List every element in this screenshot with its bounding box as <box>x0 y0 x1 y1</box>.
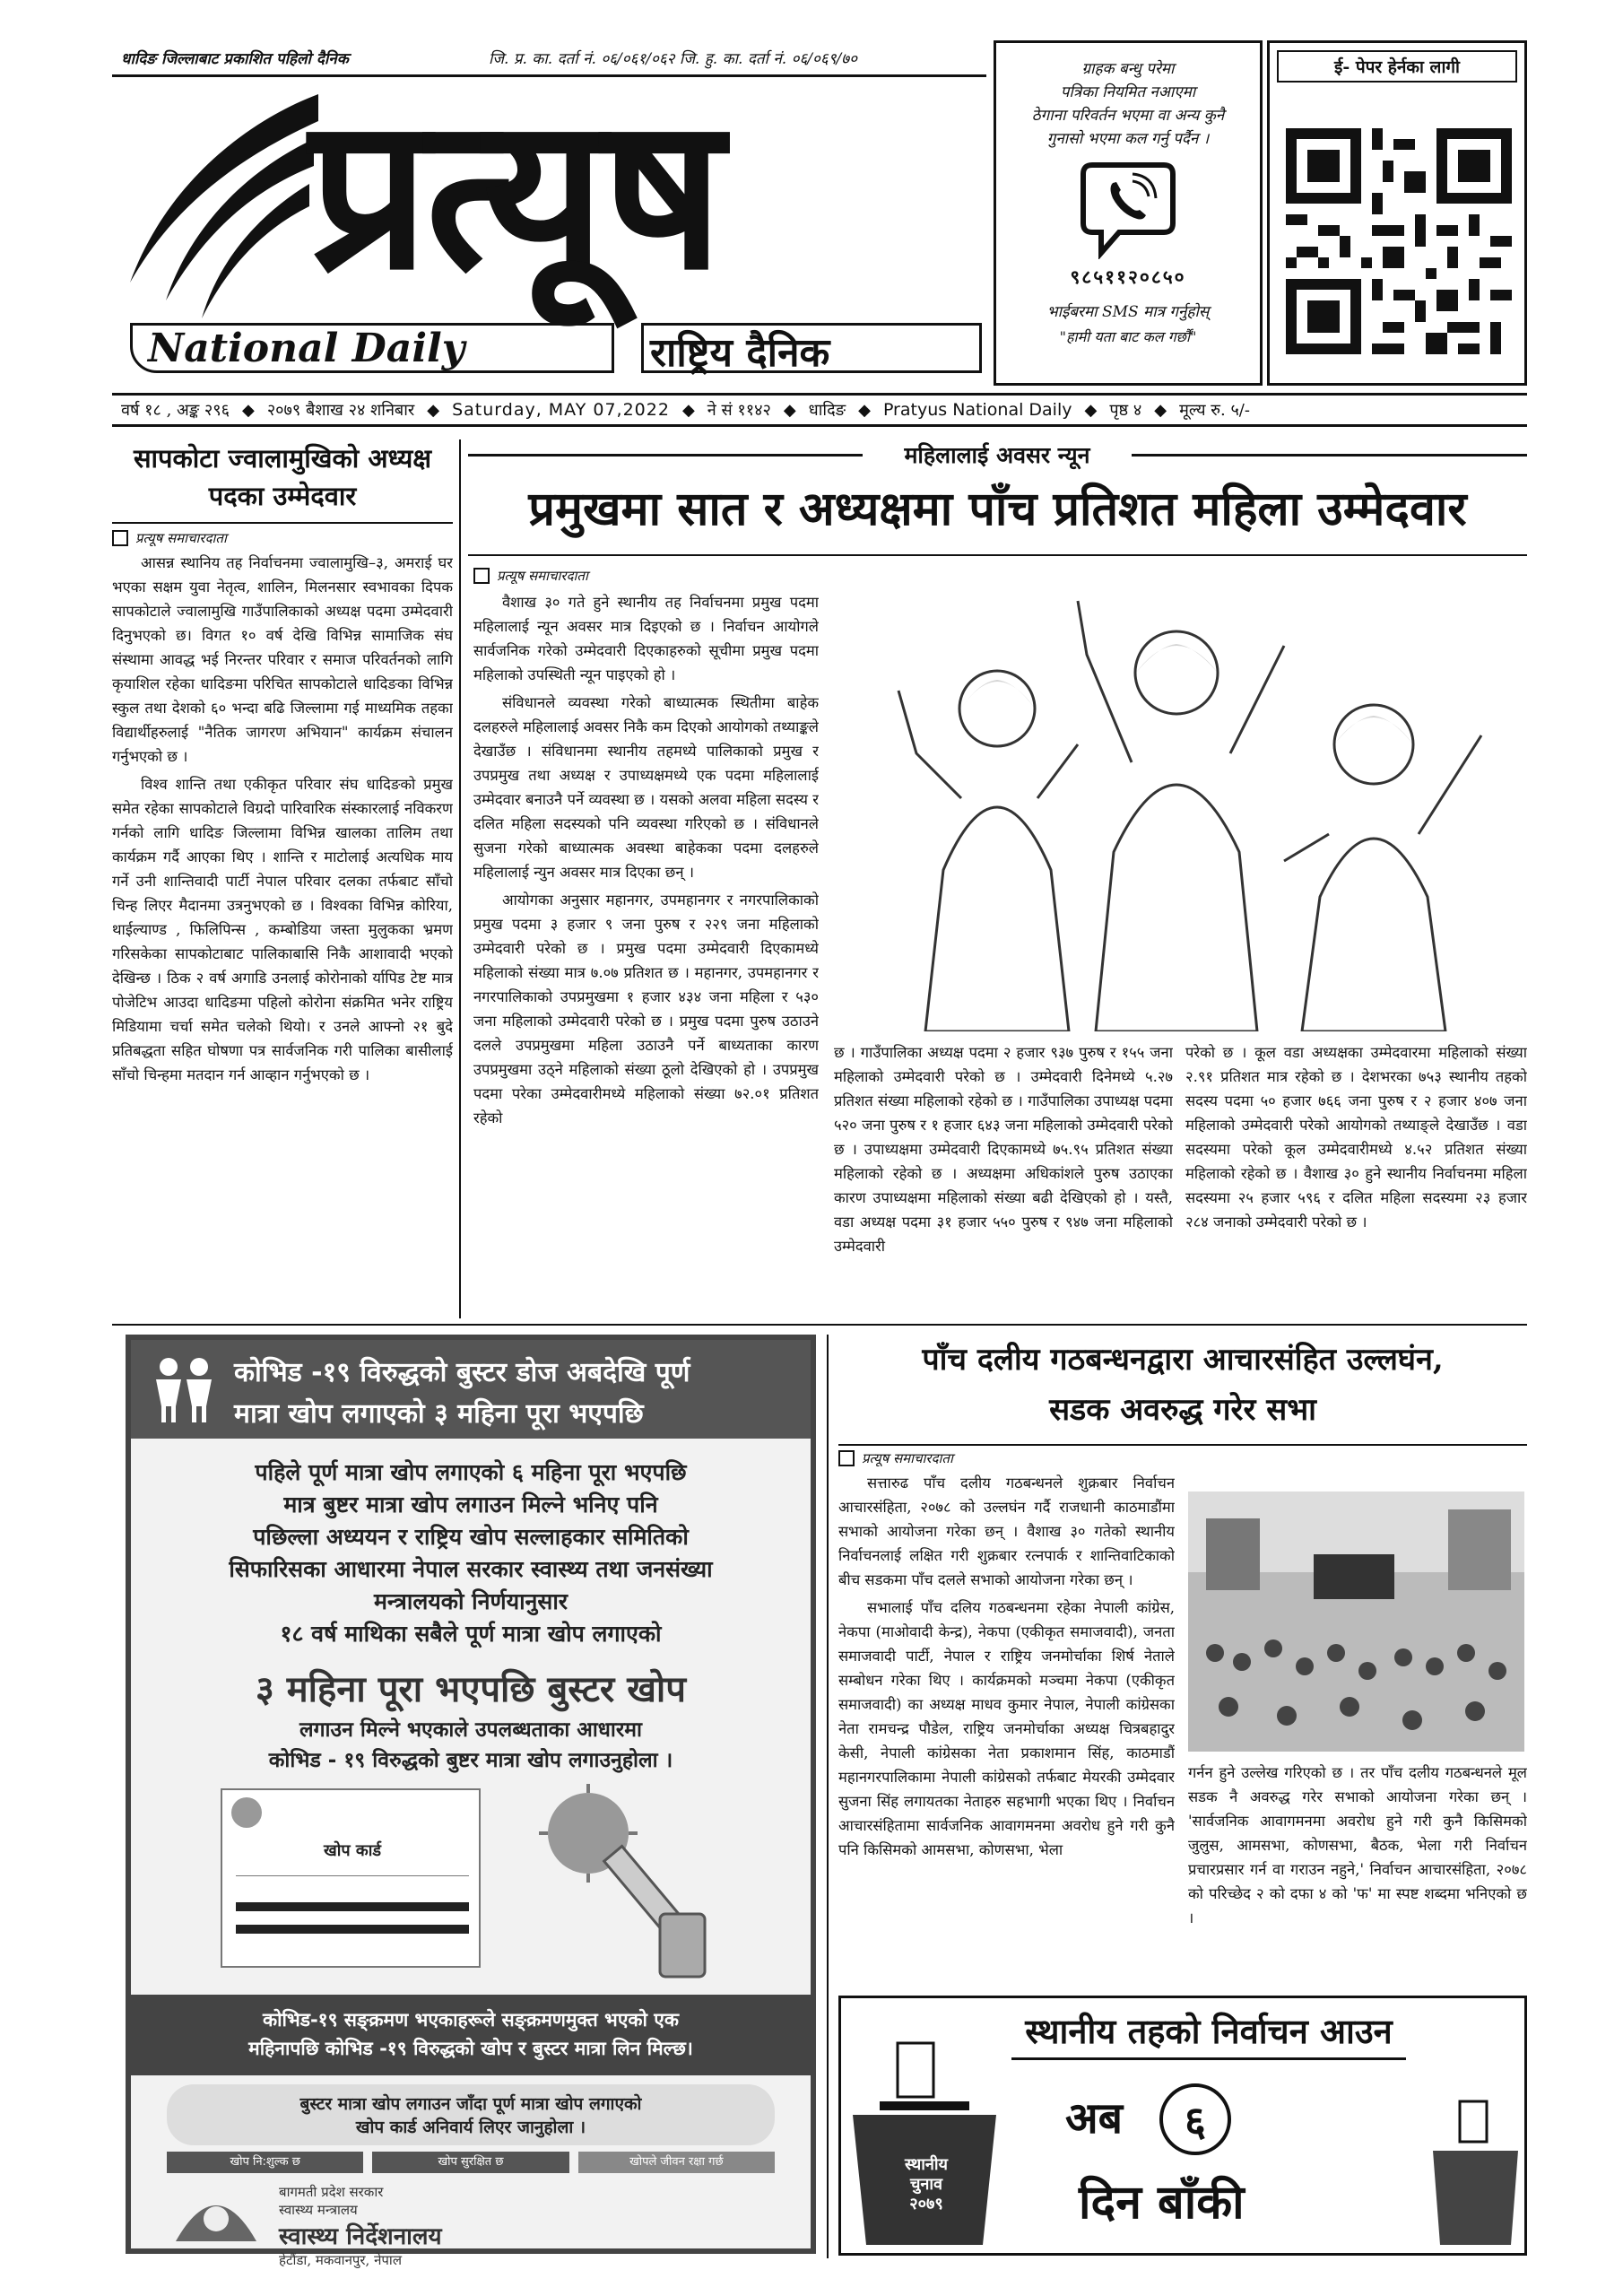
ad-header-line1: कोभिड -१९ विरुद्धको बुस्टर डोज अबदेखि पूर्ण <box>234 1357 690 1388</box>
qr-code-icon[interactable] <box>1286 128 1512 354</box>
notice-line: पत्रिका नियमित नआएमा <box>1060 83 1196 101</box>
main-story-col3: परेको छ । कूल वडा अध्यक्षका उम्मेदवारमा महिलाको संख्या २.९१ प्रतिशत मात्र रहेको छ । देशभरका ७५३ स्थानीय तहको सदस्य पदमा ५० हजार ७६६ जना पुरुष र २ हजार ४०७ जना महिलाको उम्मेदवारी परेको आयोगको तथ्याङ्ले देखाउँछ । वडा सदस्यमा परेको कूल उम्मेदवारीमध्ये ४.५२ प्रतिशत संख्या महिलाको रहेको छ । वैशाख ३० हुने स्थानीय निर्वाचनमा महिला सदस्यमा २५ हजार ५९६ र दलित महिला सदस्यमा २३ हजार २८४ जनाको उम्मेदवारी परेको छ । <box>1185 1044 1527 1231</box>
vaccine-card <box>221 1788 481 1968</box>
ballot-box-icon <box>848 2034 1001 2249</box>
ballot-box-small-icon <box>1428 2097 1523 2249</box>
epaper-box <box>1267 40 1527 386</box>
ad-tag: खोपले जीवन रक्षा गर्छ <box>578 2152 775 2173</box>
ad-org: बागमती प्रदेश सरकार स्वास्थ्य मन्त्रालय स्वास्थ्य निर्देशनालय हेटौंडा, मकवानपुर, नेपाल <box>279 2184 442 2268</box>
column-divider <box>459 439 461 1318</box>
dateline-district: धादिङ <box>808 401 846 420</box>
dateline-ne-sa: ने सं ११४२ <box>707 401 771 420</box>
rally-photo <box>1188 1492 1524 1752</box>
ballot-box-label: स्थानीय चुनाव २०७९ <box>905 2155 948 2213</box>
dateline-page: पृष्ठ ४ <box>1109 401 1142 420</box>
ad-header <box>131 1340 811 1439</box>
left-story-byline: प्रत्यूष समाचारदाता <box>112 529 453 547</box>
left-story-headline: सापकोटा ज्वालामुखिको अध्यक्ष पदका उम्मेदवार <box>133 443 432 511</box>
quill-logo-icon <box>112 85 327 336</box>
viber-quote: "हामी यता बाट कल गर्छौं" <box>1059 328 1197 345</box>
ad-footer-band: कोभिड-१९ सङ्क्रमण भएकाहरूले सङ्क्रमणमुक्त भएको एक महिनापछि कोभिड -१९ विरुद्धको खोप र बुस्टर मात्रा लिन मिल्छ। <box>131 1995 811 2075</box>
main-story-kicker: महिलालाई अवसर न्यून <box>904 442 1090 468</box>
countdown-days: ६ <box>1159 2083 1231 2155</box>
bottom-story <box>838 1335 1527 1980</box>
ad-header-line2: मात्रा खोप लगाएको ३ महिना पूरा भएपछि <box>234 1398 644 1430</box>
main-story-col2: छ । गाउँपालिका अध्यक्ष पदमा २ हजार ९३७ पुरुष र १५५ जना महिलाको उम्मेदवारी परेको छ । उम्मेदवारी दिनेमध्ये ५.२७ प्रतिशत संख्या महिलाको रहेको छ । गाउँपालिका उपाध्यक्ष पदमा ५२० जना पुरुष र १ हजार ६४३ जना महिलाको उम्मेदवारी परेको छ । उपाध्यक्षमा उम्मेदवारी दिएकामध्ये ७५.९५ प्रतिशत संख्या महिलाको रहेको छ । अध्यक्षमा अधिकांशले पुरुष उठाएका कारण उपाध्यक्षमा महिलाको संख्या बढी देखिएको हो । यस्तै, वडा अध्यक्ष पदमा ३१ हजार ५५० पुरुष र ९४७ जना महिलाको उम्मेदवारी <box>834 1044 1173 1255</box>
vaccine-syringe-icon <box>525 1779 759 1986</box>
main-story-col1: वैशाख ३० गते हुने स्थानीय तह निर्वाचनमा प्रमुख पदमा महिलालाई न्यून अवसर मात्र दिइएको छ । निर्वाचन आयोगले सार्वजनिक गरेको उम्मेदवारी दिएकाहरुको सूचीमा प्रमुख पदमा महिलाको उपस्थिती न्यून पाइएको हो । संविधानले व्यवस्था गरेको बाध्यात्मक स्थितीमा बाहेक दलहरुले महिलालाई अवसर निकै कम दिएको आयोगको तथ्याङ्कले देखाउँछ । संविधानमा स्थानीय तहमध्ये पालिकाको प्रमुख र उपप्रमुख तथा अध्यक्ष र उपाध्यक्षमध्ये एक पदमा महिलालाई उम्मेदवार बनाउनै पर्ने व्यवस्था छ । यसको अलवा महिला सदस्य र दलित महिला सदस्यको पनि व्यवस्था गरिएको छ । संविधानले सुजना गरेको बाध्यात्मक अवस्था बाहेकका पदमा दलहरुले महिलालाई न्युन अवसर मात्र दिएका छन् । आयोगका अनुसार महानगर, उपमहानगर र नगरपालिकाको प्रमुख पदमा ३ हजार ९ जना पुरुष र २२९ जना महिलाको उम्मेदवारी परेको छ । प्रमुख पदमा उम्मेदवारी दिएकामध्ये महिलाको संख्या मात्र ७.०७ प्रतिशत छ । महानगर, उपमहानगर र नगरपालिकाको उपप्रमुखमा १ हजार ४३४ जना महिला र ५३० जना महिलाको उम्मेदवारी परेको छ । प्रमुख पदमा पुरुष उठाउने दलले उपप्रमुखमा महिला उठाउनै पर्ने बाध्यताका कारण उपप्रमुखमा उठ्ने महिलाको संख्या ठूलो देखिएको हो । उपप्रमुख पदमा परेका उम्मेदवारीमध्ये महिलाको संख्या ७२.०१ प्रतिशत रहेको <box>473 594 819 1126</box>
dateline-volume: वर्ष १८ , अङ्क २९६ <box>121 401 230 420</box>
viber-phone-icon <box>1079 156 1177 259</box>
masthead-title: प्रत्यूष <box>309 69 720 317</box>
countdown-prefix: अब <box>1065 2093 1124 2144</box>
notice-line: ठेगाना परिवर्तन भएमा वा अन्य कुनै <box>1031 107 1225 125</box>
section-divider <box>112 1324 1527 1326</box>
dateline-english-date: Saturday, MAY 07,2022 <box>452 400 670 420</box>
vaccine-card-title: खोप कार्ड <box>324 1841 381 1860</box>
left-story <box>112 439 453 1318</box>
english-subtitle: National Daily <box>148 326 465 371</box>
nepali-subtitle: राष्ट्रिय दैनिक <box>650 330 830 376</box>
ad-note-box: बुस्टर मात्रा खोप लगाउन जाँदा पूर्ण मात्रा खोप लगाएको खोप कार्ड अनिवार्य लिएर जानुहोला । <box>167 2084 775 2145</box>
viber-number: ९८५११२०८५० <box>1070 265 1186 288</box>
dateline-bar: वर्ष १८ , अङ्क २९६ ◆ २०७९ बैशाख २४ शनिबार ◆ Saturday, MAY 07,2022 ◆ ने सं ११४२ ◆ धादिङ ◆ Pratyus National Daily ◆ पृष्ठ ४ ◆ मूल्य रु. ५/- <box>112 393 1527 427</box>
bottom-story-byline: प्रत्यूष समाचारदाता <box>838 1449 953 1467</box>
masthead-tagline: धादिङ जिल्लाबाट प्रकाशित पहिलो दैनिक <box>121 50 349 68</box>
children-logo-icon <box>143 1352 224 1424</box>
election-countdown <box>838 1996 1527 2256</box>
column-divider <box>827 1335 829 2258</box>
dateline-nepali-date: २०७९ बैशाख २४ शनिबार <box>266 401 415 420</box>
covid-booster-ad <box>126 1335 816 2268</box>
main-story-byline: प्रत्यूष समाचारदाता <box>473 567 588 585</box>
epaper-label: ई- पेपर हेर्नका लागी <box>1277 50 1517 83</box>
reader-notice-box <box>994 40 1263 386</box>
countdown-suffix: दिन बाँकी <box>1079 2175 1245 2230</box>
bottom-story-headline: पाँच दलीय गठबन्धनद्वारा आचारसंहित उल्लघंन, सडक अवरुद्ध गरेर सभा <box>922 1342 1444 1428</box>
ad-tag: खोप नि:शुल्क छ <box>167 2152 363 2173</box>
main-story-headline: प्रमुखमा सात र अध्यक्षमा पाँच प्रतिशत महिला उम्मेदवार <box>528 482 1467 536</box>
ad-tags <box>167 2152 775 2173</box>
masthead <box>112 40 986 377</box>
byline-square-icon <box>838 1450 855 1466</box>
notice-line: ग्राहक बन्धु परेमा <box>1081 60 1175 78</box>
dateline-paper-name: Pratyus National Daily <box>882 400 1072 420</box>
byline-square-icon <box>473 568 490 584</box>
masthead-registration: जि. प्र. का. दर्ता नं. ०६/०६१/०६२ जि. हु. का. दर्ता नं. ०६/०६९/७० <box>489 50 857 68</box>
government-emblem-icon <box>167 2179 265 2250</box>
byline-square-icon <box>112 530 128 546</box>
ad-body: पहिले पूर्ण मात्रा खोप लगाएको ६ महिना पूरा भएपछि मात्र बुष्टर मात्रा खोप लगाउन मिल्ने भनिए पनि पछिल्ला अध्ययन र राष्ट्रिय खोप सल्लाहकार समितिको सिफारिसका आधारमा नेपाल सरकार स्वास्थ्य तथा जनसंख्या मन्त्रालयको निर्णयानुसार १८ वर्ष माथिका सबैले पूर्ण मात्रा खोप लगाएको <box>229 1459 713 1647</box>
dateline-price: मूल्य रु. ५/- <box>1179 401 1250 420</box>
ad-body-2: लगाउन मिल्ने भएकाले उपलब्धताका आधारमा कोभिड - १९ विरुद्धको बुष्टर मात्रा खोप लगाउनुहोला । <box>268 1718 673 1772</box>
bottom-story-col-left: सत्तारुढ पाँच दलीय गठबन्धनले शुक्रबार निर्वाचन आचारसंहिता, २०७८ को उल्लघंन गर्दै राजधानी काठमाडौंमा सभाको आयोजना गरेका छन् । वैशाख ३० गतेको स्थानीय निर्वाचनलाई लक्षित गरी शुक्रबार रत्नपार्क र शान्तिवाटिकाको बीच सडकमा पाँच दलले सभाको आयोजना गरेका छन् । सभालाई पाँच दलिय गठबन्धनमा रहेका नेपाली कांग्रेस, नेकपा (माओवादी केन्द्र), नेकपा (एकीकृत समाजवादी), जनता समाजवादी पार्टी, नेपाल र राष्ट्रिय जनमोर्चाका शिर्ष नेताले सम्बोधन गरेका थिए । कार्यक्रमको मञ्चमा नेकपा (एकीकृत समाजवादी) का अध्यक्ष माधव कुमार नेपाल, नेपाली कांग्रेसका नेता रामचन्द्र पौडेल, राष्ट्रिय जनमोर्चाका अध्यक्ष चित्रबहादुर केसी, नेपाली कांग्रेसका नेता प्रकाशमान सिंह, काठमाडौं महानगरपालिकामा नेपाली कांग्रेसको तर्फबाट मेयरकी उम्मेदवार सुजना सिंह लगायतका नेताहरु सहभागी भएका थिए । निर्वाचन आचारसंहितामा सार्वजनिक आवागमनमा अवरोध हुने गरी कुनै पनि किसिमको आमसभा, कोणसभा, भेला <box>838 1474 1175 1858</box>
left-story-body: आसन्न स्थानिय तह निर्वाचनमा ज्वालामुखि–३, अमराई घर भएका सक्षम युवा नेतृत्व, शालिन, मिलनसार स्वभावका दिपक सापकोटाले ज्वालामुखि गाउँपालिकाको अध्यक्ष पदमा उम्मेदवारी दिनुभएको छ। विगत १० वर्ष देखि विभिन्न सामाजिक संघ संस्थामा आवद्ध भई निरन्तर परिवार र समाज परिवर्तनको लागि कृयाशिल रहेका धादिङमा परिचित सापकोटाले धादिङका विभिन्न स्कुल तथा देशको ६० भन्दा बढि जिल्लामा गई माध्यमिक तहका विद्यार्थीहरुलाई "नैतिक जागरण अभियान" कार्यक्रम संचालन गर्नुभएको छ । विश्व शान्ति तथा एकीकृत परिवार संघ धादिङको प्रमुख समेत रहेका सापकोटाले विग्रदो पारिवारिक संस्कारलाई नविकरण गर्नको लागि धादिङ जिल्लामा विभिन्न खालका तालिम तथा कार्यक्रम गर्दै आएका थिए । शान्ति र माटोलाई अत्यधिक माय गर्ने उनी शान्तिवादी पार्टी नेपाल परिवार दलका तर्फबाट साँचो चिन्ह लिएर मैदानमा उत्रनुभएको छ । विश्वका विभिन्न कोरिया, थाईल्याण्ड , फिलिपिन्स , कम्बोडिया जस्ता मुलुकका भ्रमण गरिसकेका सापकोटाबाट पालिकाबासि निकै आशावादी भएको देखिन्छ । ठिक २ वर्ष अगाडि उनलाई कोरोनाको र्यापिड टेष्ट मात्र पोजेटिभ आउदा धादिङमा पहिलो कोरोना संक्रमित भनेर राष्ट्रिय मिडियामा चर्चा समेत चलेको थियो। र उनले आफ्नो २१ बुदे प्रतिबद्धता सहित घोषणा पत्र सार्वजनिक गरी पालिका बासीलाई साँचो चिन्हमा मतदान गर्न आव्हान गर्नुभएको छ । <box>112 554 453 1083</box>
countdown-title: स्थानीय तहको निर्वाचन आउन <box>1011 2007 1406 2060</box>
viber-sms: भाईबरमा SMS मात्र गर्नुहोस् <box>1046 303 1210 321</box>
nepal-emblem-icon <box>231 1797 262 1828</box>
notice-line: गुनासो भएमा कल गर्नु पर्दैन । <box>1046 130 1210 148</box>
women-celebrating-illustration <box>836 574 1526 1031</box>
bottom-story-col-right: गर्नन हुने उल्लेख गरिएको छ । तर पाँच दलीय गठबन्धनले मूल सडक नै अवरुद्ध गरेर सभाको आयोजना गरेका छन् । 'सार्वजनिक आवागमनमा अवरोध हुने गरी कुनै किसिमको जुलुस, आमसभा, कोणसभा, बैठक, भेला गरी निर्वाचन प्रचारप्रसार गर्न वा गराउन नहुने,' निर्वाचन आचारसंहिता, २०७८ को परिच्छेद २ को दफा ४ को 'फ' मा स्पष्ट शब्दमा भनिएको छ । <box>1188 1764 1527 1926</box>
ad-big-line: ३ महिना पूरा भएपछि बुस्टर खोप <box>255 1669 687 1710</box>
main-story <box>468 439 1527 1318</box>
ad-tag: खोप सुरक्षित छ <box>372 2152 568 2173</box>
